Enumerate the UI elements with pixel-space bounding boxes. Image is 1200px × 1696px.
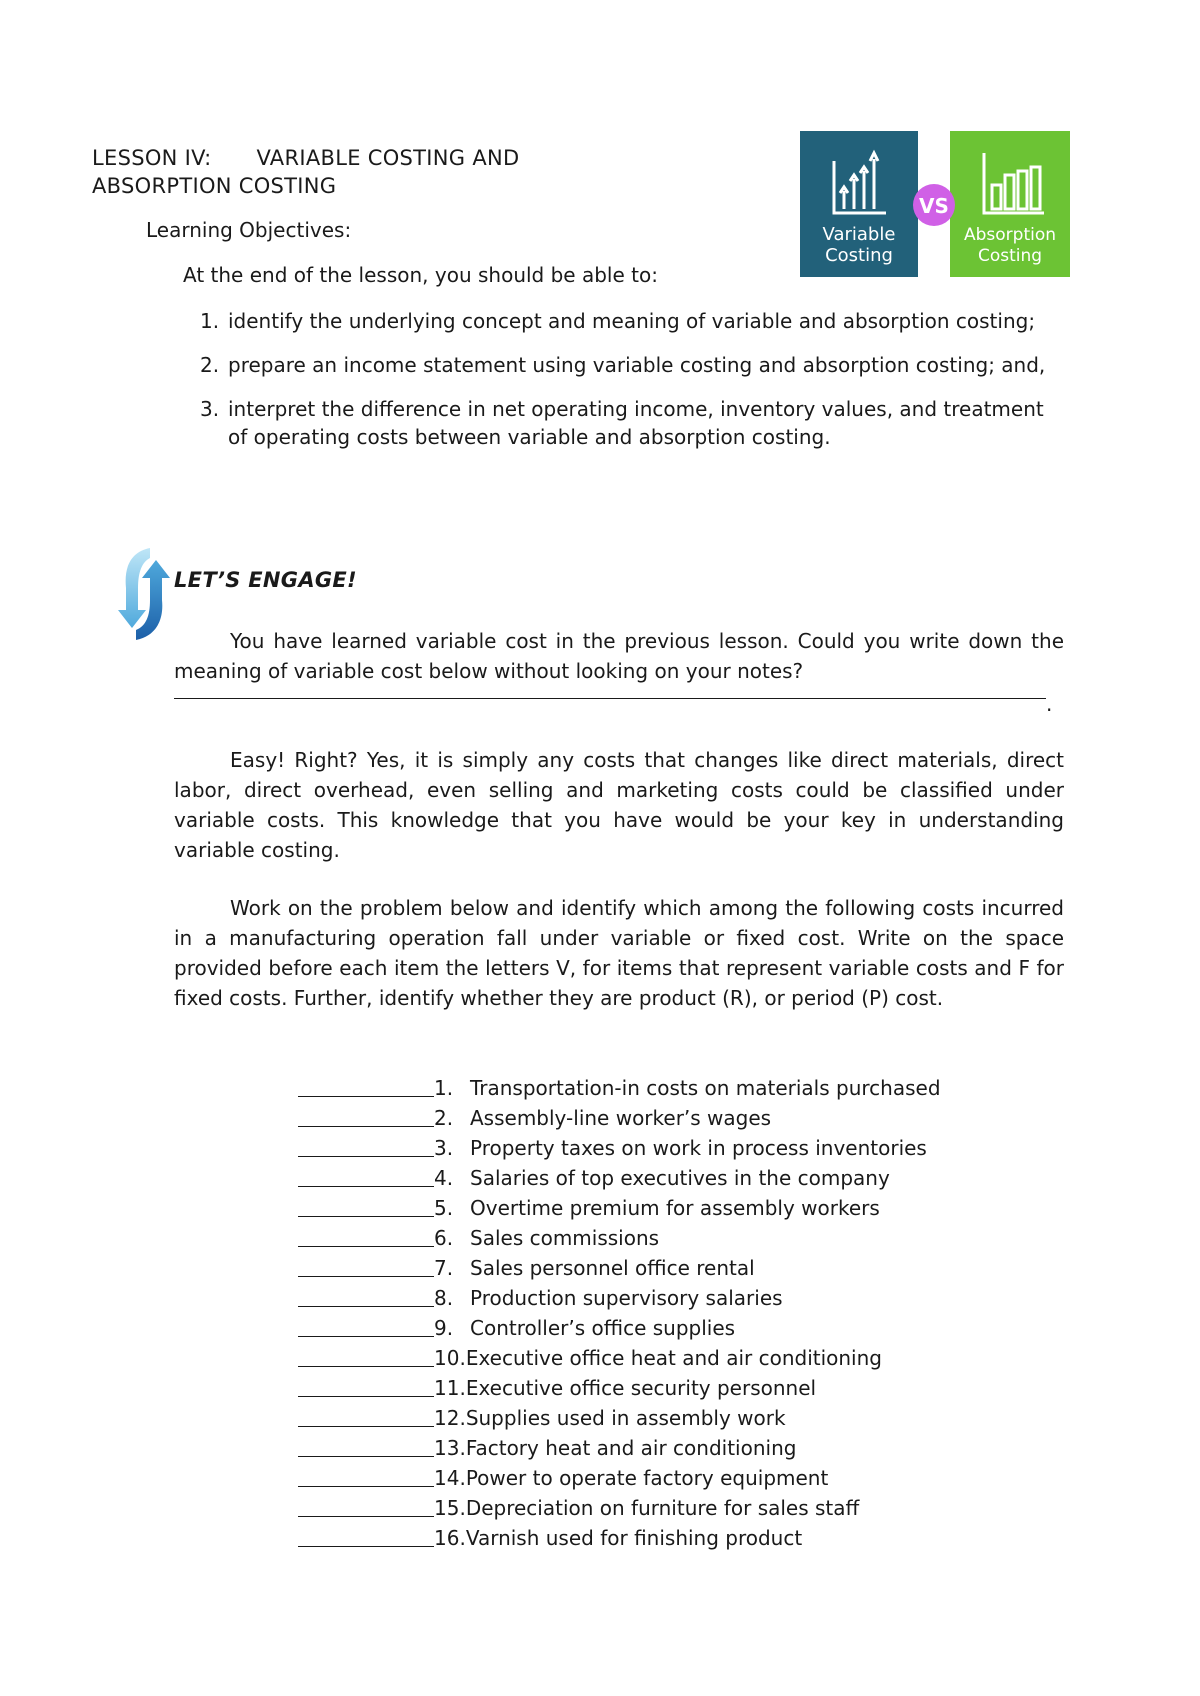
item-number: 11. — [434, 1376, 466, 1400]
item-number: 7. — [434, 1256, 454, 1280]
answer-blank[interactable] — [298, 1344, 434, 1367]
item-text: Transportation-in costs on materials purchased — [470, 1076, 941, 1100]
cost-item — [298, 1253, 941, 1283]
item-text: Overtime premium for assembly workers — [470, 1196, 880, 1220]
cost-item — [298, 1073, 941, 1103]
vs-text: VS — [919, 194, 949, 218]
cost-item — [298, 1103, 941, 1133]
answer-blank[interactable] — [298, 1374, 434, 1397]
variable-vs-absorption-logo — [800, 131, 1070, 277]
item-number: 15. — [434, 1496, 466, 1520]
answer-blank[interactable] — [298, 1434, 434, 1457]
cost-item — [298, 1313, 941, 1343]
answer-blank[interactable] — [298, 1194, 434, 1217]
answer-blank[interactable] — [298, 1164, 434, 1187]
answer-blank[interactable] — [298, 1104, 434, 1127]
cost-item — [298, 1133, 941, 1163]
engage-paragraph-2: Easy! Right? Yes, it is simply any costs that changes like direct materials, direct labor, direct overhead, even selling and marketing costs could be classified under variable costs. This knowledge that you have would be your key in understanding variable costing. — [174, 748, 1064, 862]
cost-item — [298, 1493, 941, 1523]
answer-blank[interactable] — [298, 1464, 434, 1487]
cost-item — [298, 1523, 941, 1553]
item-text: Controller’s office supplies — [470, 1316, 736, 1340]
item-number: 13. — [434, 1436, 466, 1460]
lesson-title-line2: ABSORPTION COSTING — [92, 174, 337, 198]
item-number: 6. — [434, 1226, 454, 1250]
variable-label-1: Variable — [822, 224, 896, 245]
cost-item — [298, 1463, 941, 1493]
item-number: 16. — [434, 1526, 466, 1550]
objective-number: 2. — [200, 353, 220, 377]
lesson-label: LESSON IV: — [92, 146, 212, 170]
item-number: 10. — [434, 1346, 466, 1370]
answer-blank[interactable] — [298, 1134, 434, 1157]
objective-text: prepare an income statement using variable costing and absorption costing; and, — [228, 353, 1046, 377]
item-number: 2. — [434, 1106, 454, 1130]
objectives-intro: At the end of the lesson, you should be able to: — [183, 263, 658, 287]
item-number: 4. — [434, 1166, 454, 1190]
item-text: Assembly-line worker’s wages — [470, 1106, 772, 1130]
cost-item — [298, 1163, 941, 1193]
item-text: Property taxes on work in process inventories — [470, 1136, 927, 1160]
item-text: Factory heat and air conditioning — [465, 1436, 797, 1460]
item-text: Production supervisory salaries — [470, 1286, 783, 1310]
item-text: Executive office security personnel — [465, 1376, 817, 1400]
answer-line-period: . — [1046, 692, 1053, 716]
cost-item — [298, 1373, 941, 1403]
absorption-label-1: Absorption — [963, 225, 1057, 245]
engage-paragraph-3: Work on the problem below and identify which among the following costs incurred in a manufacturing operation fall under variable or fixed cost. Write on the space provided before each item the letters V, for items that represent variable costs and F for fixed costs. Further, identify whether they are product (R), or period (P) cost. — [174, 896, 1064, 1010]
answer-blank[interactable] — [298, 1074, 434, 1097]
item-text: Salaries of top executives in the company — [470, 1166, 890, 1190]
answer-blank[interactable] — [298, 1224, 434, 1247]
item-number: 3. — [434, 1136, 454, 1160]
objective-number: 1. — [200, 309, 220, 333]
item-number: 14. — [434, 1466, 466, 1490]
cost-item — [298, 1343, 941, 1373]
cost-items-list — [298, 1073, 941, 1553]
objective-text: interpret the difference in net operating income, inventory values, and treatment of operating costs between variable and absorption costing. — [228, 397, 1044, 449]
item-number: 5. — [434, 1196, 454, 1220]
item-number: 1. — [434, 1076, 454, 1100]
objective-item — [200, 395, 1060, 451]
cost-item — [298, 1433, 941, 1463]
cost-item — [298, 1193, 941, 1223]
absorption-label-2: Costing — [977, 246, 1043, 266]
answer-blank[interactable] — [298, 1494, 434, 1517]
answer-blank[interactable] — [298, 1314, 434, 1337]
objective-text: identify the underlying concept and meaning of variable and absorption costing; — [228, 309, 1036, 333]
item-text: Supplies used in assembly work — [465, 1406, 786, 1430]
engage-paragraph-1: You have learned variable cost in the previous lesson. Could you write down the meaning of variable cost below without looking on your notes? — [174, 629, 1064, 683]
cost-item — [298, 1403, 941, 1433]
objective-number: 3. — [200, 397, 220, 421]
item-text: Sales personnel office rental — [470, 1256, 755, 1280]
item-text: Varnish used for finishing product — [465, 1526, 803, 1550]
objectives-heading: Learning Objectives: — [146, 218, 352, 242]
item-text: Executive office heat and air conditioning — [465, 1346, 882, 1370]
answer-blank[interactable] — [298, 1284, 434, 1307]
item-text: Power to operate factory equipment — [465, 1466, 829, 1490]
lesson-title — [92, 144, 732, 200]
item-text: Depreciation on furniture for sales staff — [465, 1496, 860, 1520]
objective-item — [200, 351, 1060, 379]
answer-line[interactable] — [174, 698, 1046, 699]
objective-item — [200, 307, 1060, 335]
lesson-title-line1: VARIABLE COSTING AND — [256, 146, 520, 170]
answer-blank[interactable] — [298, 1524, 434, 1547]
item-number: 9. — [434, 1316, 454, 1340]
item-text: Sales commissions — [470, 1226, 660, 1250]
answer-blank[interactable] — [298, 1254, 434, 1277]
item-number: 12. — [434, 1406, 466, 1430]
engage-heading: LET’S ENGAGE! — [174, 568, 357, 592]
objectives-list — [200, 307, 1060, 467]
cycle-arrows-icon — [116, 544, 172, 644]
item-number: 8. — [434, 1286, 454, 1310]
cost-item — [298, 1223, 941, 1253]
variable-label-2: Costing — [825, 245, 893, 266]
cost-item — [298, 1283, 941, 1313]
answer-blank[interactable] — [298, 1404, 434, 1427]
